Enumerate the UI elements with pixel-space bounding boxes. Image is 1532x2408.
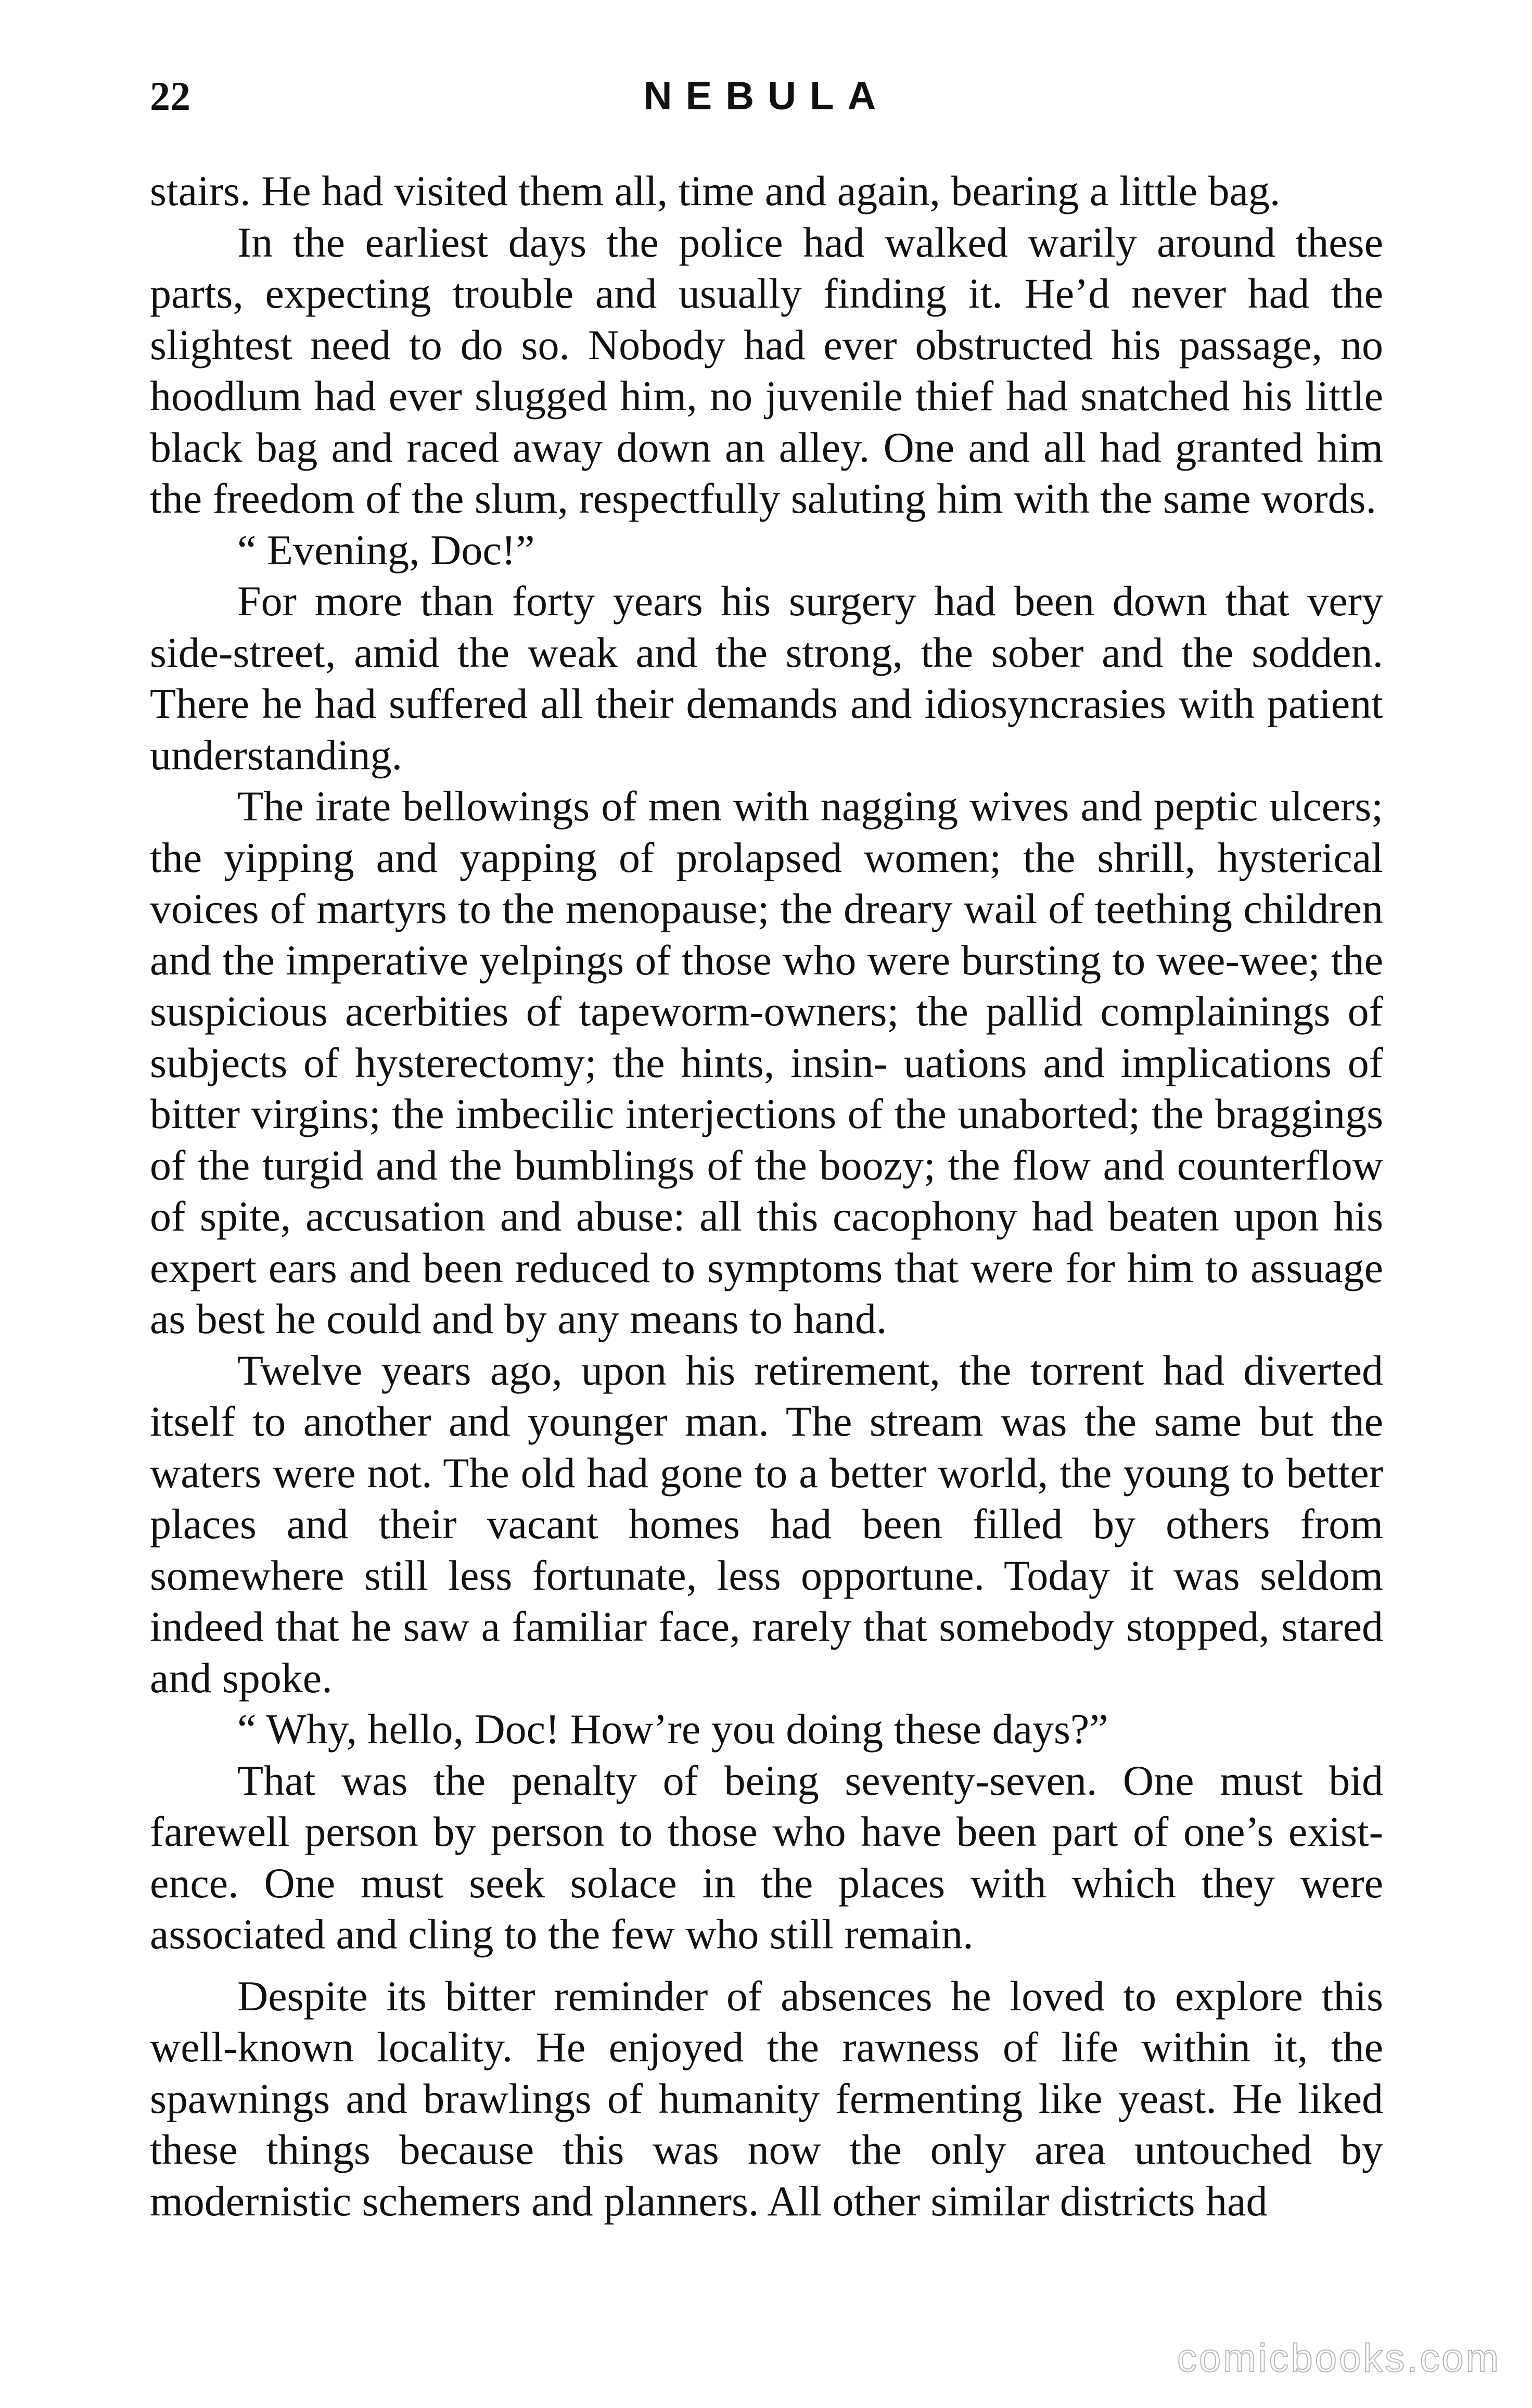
watermark: comicbooks.com: [1177, 2336, 1501, 2380]
running-title: NEBULA: [643, 74, 890, 118]
paragraph: Despite its bitter reminder of absences he loved to explore this well-known locality. He enjoyed the rawness of life within it, the spawnings and brawlings of humanity fermenting like yeast. He liked these things because this was now the only area untouched by modernistic schemers and planners. All other similar districts had: [150, 1972, 1383, 2225]
paragraph: That was the penalty of being seventy-seven. One must bid farewell person by person to those who have been part of one’s exist- ence. One must seek solace in the places with which they were associated and cling to the few who still remain.: [150, 1756, 1383, 1958]
page-number: 22: [150, 73, 190, 119]
dialogue-line: “ Evening, Doc!”: [237, 526, 535, 574]
dialogue-line: “ Why, hello, Doc! How’re you doing these days?”: [237, 1705, 1108, 1753]
paragraph: In the earliest days the police had walked warily around these parts, expecting trouble and usually finding it. He’d never had the slightest need to do so. Nobody had ever obstructed his passage, no hoodlum had ever slugged him, no juvenile thief had snatched his little black bag and raced away down an alley. One and all had granted him the freedom of the slum, respectfully saluting him with the same words.: [150, 218, 1383, 522]
paragraph: The irate bellowings of men with nagging wives and peptic ulcers; the yipping and yapping of prolapsed women; the shrill, hysterical voices of martyrs to the menopause; the dreary wail of teething children and the imperative yelpings of those who were bursting to wee-wee; the suspicious acerbities of tapeworm-owners; the pallid complainings of subjects of hysterectomy; the hints, insin- uations and implications of bitter virgins; the imbecilic interjections of the unaborted; the braggings of the turgid and the bumblings of the boozy; the flow and counterflow of spite, accusation and abuse: all this cacophony had beaten upon his expert ears and been reduced to symptoms that were for him to assuage as best he could and by any means to hand.: [150, 782, 1383, 1342]
body-text: [150, 166, 1383, 2227]
page-header: [150, 68, 1383, 125]
paragraph: Twelve years ago, upon his retirement, the torrent had diverted itself to another and younger man. The stream was the same but the waters were not. The old had gone to a better world, the young to better places and their vacant homes had been filled by others from somewhere still less fortunate, less opportune. Today it was seldom indeed that he saw a familiar face, rarely that somebody stopped, stared and spoke.: [150, 1346, 1383, 1702]
paragraph-continuation: stairs. He had visited them all, time and again, bearing a little bag.: [150, 167, 1281, 214]
paragraph: For more than forty years his surgery had been down that very side-street, amid the weak and the strong, the sober and the sodden. There he had suffered all their demands and idiosyncrasies with patient understanding.: [150, 577, 1383, 779]
